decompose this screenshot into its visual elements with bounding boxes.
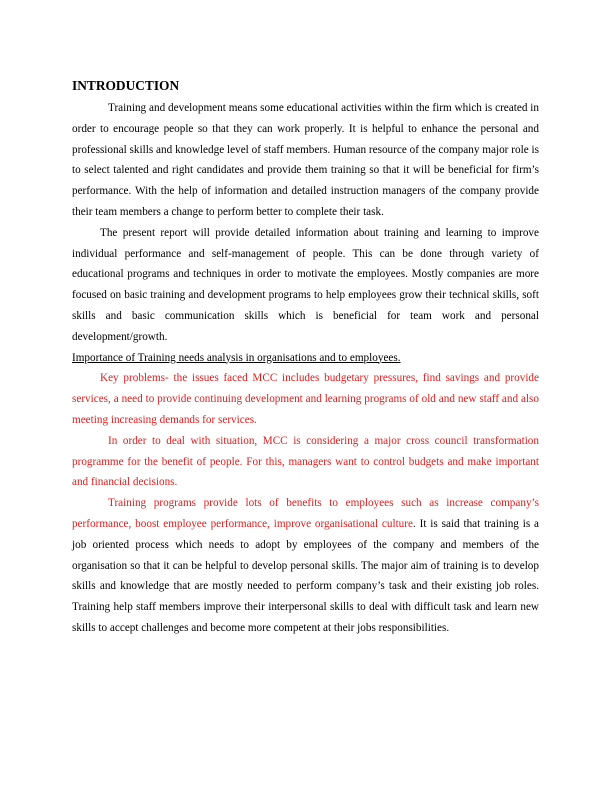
intro-paragraph-1: Training and development means some educational activities within the firm which is created in order to encourage people so that they can work properly. It is helpful to enhance the personal and professional skills and knowledge level of staff members. Human resource of the company major role is to select talented and right candidates and provide them training so that it will be beneficial for firm’s performance. With the help of information and detailed instruction managers of the company provide their team members a change to perform better to complete their task. <box>72 102 539 218</box>
subsection-heading: Importance of Training needs analysis in organisations and to employees. <box>72 351 401 364</box>
intro-paragraph-2: The present report will provide detailed information about training and learning to improve individual performance and self-management of people. This can be done through variety of educational programs and techniques in order to motivate the employees. Mostly companies are more focused on basic training and development programs to help employees grow their technical skills, soft skills and basic communication skills which is beneficial for team work and personal development/growth. <box>72 226 539 343</box>
document-page <box>72 77 539 639</box>
key-problems-paragraph: Key problems- the issues faced MCC includes budgetary pressures, find savings and provide services, a need to provide continuing development and learning programs of old and new staff and also meeting increasing demands for services. <box>72 372 539 426</box>
training-benefits-highlight: Training programs provide lots of benefits to employees such as increase company’s performance, boost employee performance, improve organisational culture <box>72 497 539 530</box>
training-benefits-paragraph <box>72 493 539 639</box>
training-benefits-text: . It is said that training is a job oriented process which needs to adopt by employees of the company and members of the organisation so that it can be helpful to develop personal skills. The major aim of training is to develop skills and knowledge that are mostly needed to perform company’s task and their existing job roles. Training help staff members improve their interpersonal skills to deal with difficult task and learn new skills to accept challenges and become more competent at their jobs responsibilities. <box>72 517 539 634</box>
transformation-paragraph: In order to deal with situation, MCC is considering a major cross council transformation programme for the benefit of people. For this, managers want to control budgets and make important and financial decisions. <box>72 434 539 489</box>
section-heading: INTRODUCTION <box>72 78 180 93</box>
